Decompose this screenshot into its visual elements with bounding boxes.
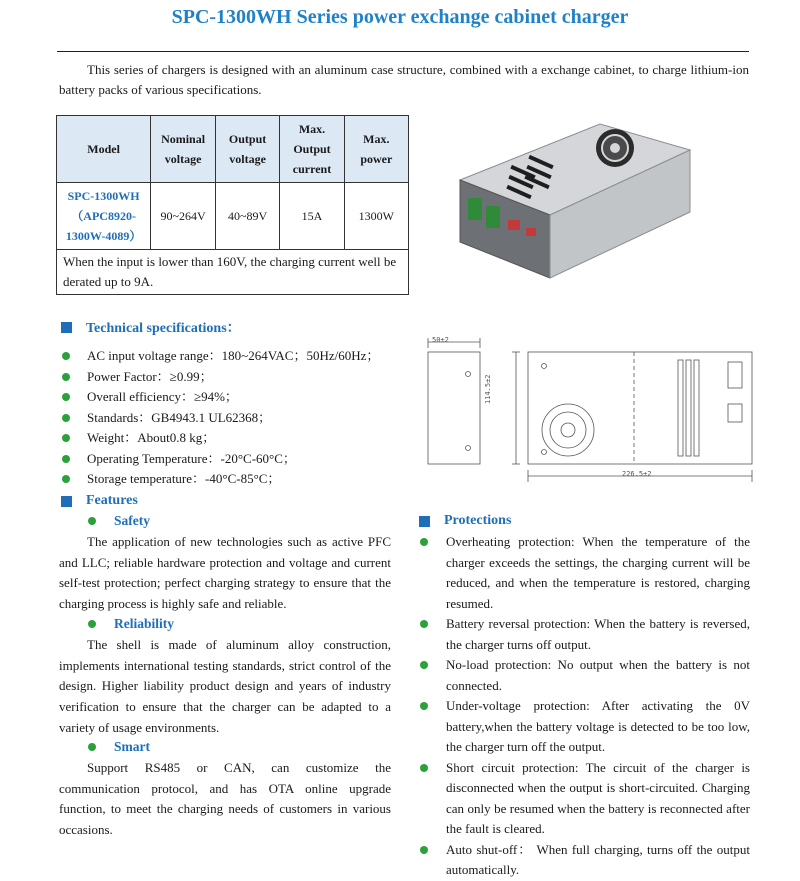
cell-model: SPC-1300WH （APC8920-1300W-4089） — [57, 183, 151, 250]
bullet-icon — [420, 620, 428, 628]
protection-item — [420, 532, 750, 614]
header-max-power: Max. power — [344, 116, 408, 183]
spec-item-text: Storage temperature：-40°C-85°C； — [87, 471, 281, 486]
technical-spec-list — [62, 346, 379, 490]
spec-item — [62, 428, 379, 449]
technical-spec-heading-text: Technical specifications： — [86, 321, 241, 336]
spec-table — [56, 115, 409, 295]
protection-item — [420, 696, 750, 758]
header-model: Model — [57, 116, 151, 183]
protections-heading-text: Protections — [444, 513, 512, 528]
spec-item-text: AC input voltage range：180~264VAC；50Hz/60Hz； — [87, 348, 380, 363]
protection-item-text: No-load protection: No output when the battery is not connected. — [446, 657, 750, 693]
derating-note: When the input is lower than 160V, the charging current well be derated up to 9A. — [57, 250, 409, 295]
spec-table-data-row — [57, 183, 409, 250]
cell-max-power: 1300W — [344, 183, 408, 250]
bullet-icon — [62, 352, 70, 360]
spec-item — [62, 408, 379, 429]
header-nominal-voltage: Nominal voltage — [151, 116, 216, 183]
safety-paragraph: The application of new technologies such as active PFC and LLC; reliable hardware protection and voltage and current self-test protection; perfect charging strategy to ensure that the charging process is highly safe and reliable. — [59, 534, 391, 612]
reliability-heading — [88, 616, 174, 632]
page-title: SPC-1300WH Series power exchange cabinet charger — [171, 6, 629, 28]
spec-item — [62, 469, 379, 490]
title-divider — [57, 51, 749, 52]
bullet-icon — [420, 661, 428, 669]
dimension-width-label: 50±2 — [432, 336, 449, 344]
dimension-drawing — [420, 334, 760, 484]
spec-item-text: Weight：About0.8 kg； — [87, 430, 216, 445]
section-marker-icon — [419, 516, 430, 527]
cell-output-voltage: 40~89V — [215, 183, 279, 250]
protection-item-text: Overheating protection: When the temperature of the charger exceeds the settings, the charging current will be reduced, and when the temperature is restored, charging resumed. — [446, 534, 750, 611]
protection-item — [420, 614, 750, 655]
bullet-icon — [62, 475, 70, 483]
smart-paragraph: Support RS485 or CAN, can customize the communication protocol, and has OTA online upgrade function, to meet the charging needs of customers in various occasions. — [59, 760, 391, 838]
protection-item — [420, 758, 750, 840]
intro-paragraph: This series of chargers is designed with an aluminum case structure, combined with a exchange cabinet, to charge lithium-ion battery packs of various specifications. — [59, 62, 749, 97]
protection-item — [420, 655, 750, 696]
bullet-icon — [88, 517, 96, 525]
spec-item-text: Operating Temperature：-20°C-60°C； — [87, 450, 296, 466]
cell-nominal-voltage: 90~264V — [151, 183, 216, 250]
bullet-icon — [88, 620, 96, 628]
bullet-icon — [62, 373, 70, 381]
protection-item-text: Battery reversal protection: When the battery is reversed, the charger turns off output. — [446, 616, 750, 652]
spec-item — [62, 346, 379, 367]
protection-item-text: Under-voltage protection: After activating the 0V battery,when the battery voltage is detected to be too low, the charger turn off the output. — [446, 698, 750, 754]
reliability-paragraph: The shell is made of aluminum alloy construction, implements international testing standards, strict control of the design. Higher liability product design and years of industry verification to ensure that the charger can be adapted to a variety of usage environments. — [59, 637, 391, 735]
header-max-output-current: Max. Output current — [280, 116, 344, 183]
bullet-icon — [420, 764, 428, 772]
dimension-length-label: 226.5±2 — [622, 470, 652, 478]
smart-heading — [88, 739, 150, 755]
safety-title: Safety — [114, 513, 150, 528]
spec-item — [62, 387, 379, 408]
bullet-icon — [62, 434, 70, 442]
spec-item — [62, 367, 379, 388]
cell-max-current: 15A — [280, 183, 344, 250]
bullet-icon — [62, 393, 70, 401]
dimension-height-label: 114.5±2 — [484, 374, 492, 404]
protections-heading — [419, 513, 511, 529]
protections-list — [420, 532, 750, 881]
product-photo — [450, 120, 695, 280]
section-marker-icon — [61, 496, 72, 507]
spec-table-note-row — [57, 250, 409, 295]
spec-item-text: Overall efficiency：≥94%； — [87, 389, 238, 404]
bullet-icon — [420, 538, 428, 546]
bullet-icon — [420, 702, 428, 710]
features-heading-text: Features — [86, 493, 138, 508]
spec-table-header-row — [57, 116, 409, 183]
technical-spec-heading — [61, 317, 241, 337]
spec-item — [62, 449, 379, 470]
protection-item-text: Short circuit protection: The circuit of the charger is disconnected when the output is short-circuited. Charging can only be resumed when the battery is reconnected after the fault is cleared. — [446, 759, 750, 836]
bullet-icon — [420, 846, 428, 854]
protection-item-text: Auto shut-off： When full charging, turns off the output automatically. — [446, 841, 750, 877]
bullet-icon — [62, 455, 70, 463]
header-output-voltage: Output voltage — [215, 116, 279, 183]
spec-item-text: Power Factor：≥0.99； — [87, 368, 213, 384]
reliability-title: Reliability — [114, 616, 174, 631]
bullet-icon — [62, 414, 70, 422]
protection-item — [420, 840, 750, 881]
safety-heading — [88, 513, 150, 529]
spec-item-text: Standards：GB4943.1 UL62368； — [87, 409, 272, 425]
section-marker-icon — [61, 322, 72, 333]
features-heading — [61, 493, 138, 509]
smart-title: Smart — [114, 739, 150, 754]
bullet-icon — [88, 743, 96, 751]
